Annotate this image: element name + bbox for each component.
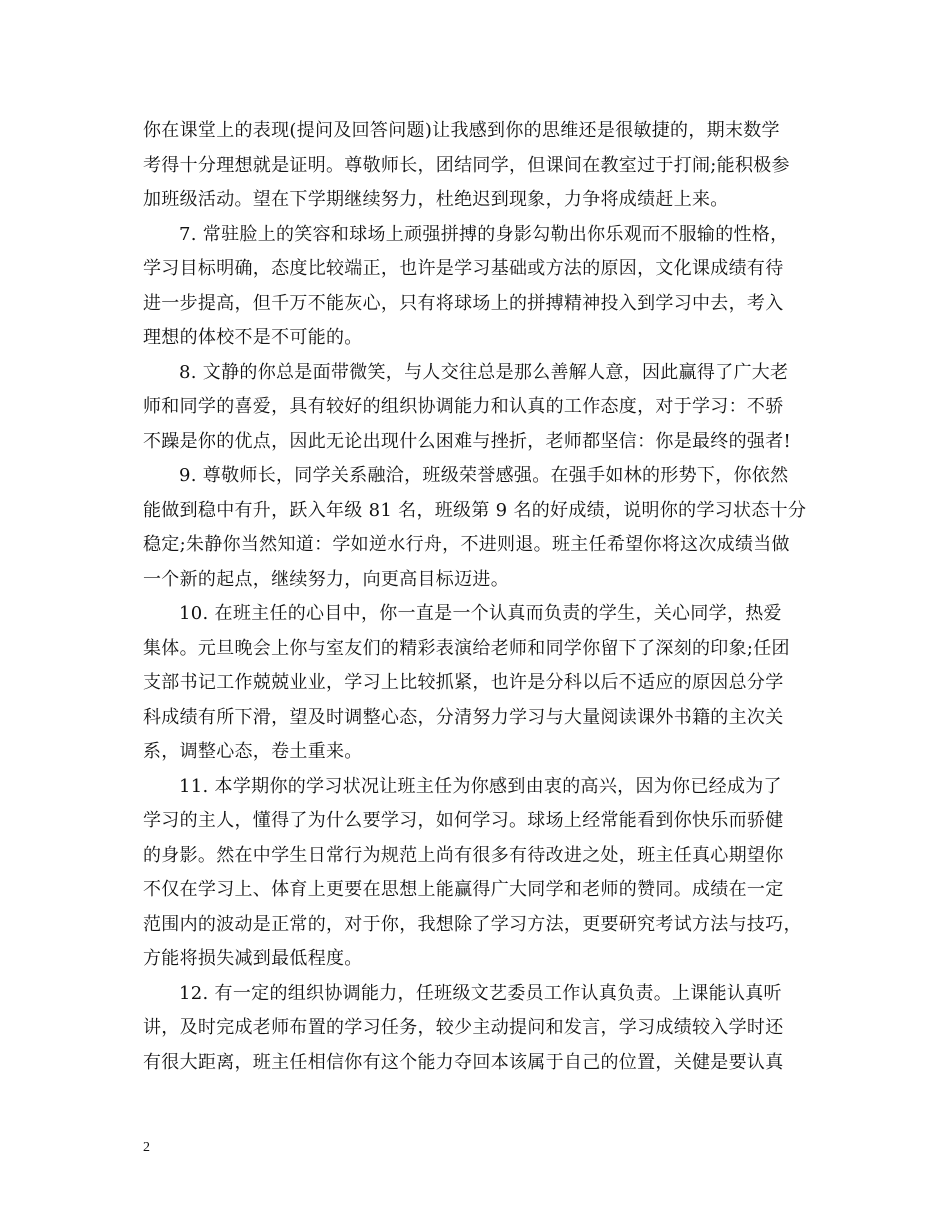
text-line: 考得十分理想就是证明。尊敬师长，团结同学，但课间在教室过于打闹;能积极参 (143, 154, 790, 176)
text-line: 不仅在学习上、体育上更要在思想上能赢得广大同学和老师的赞同。成绩在一定 (143, 879, 784, 900)
text-line: 10. 在班主任的心目中，你一直是一个认真而负责的学生，关心同学，热爱 (179, 603, 782, 624)
text-line: 系，调整心态，卷土重来。 (143, 741, 363, 762)
text-line: 讲，及时完成老师布置的学习任务，较少主动提问和发言，学习成绩较入学时还 (143, 1017, 784, 1038)
text-line: 范围内的波动是正常的，对于你，我想除了学习方法，更要研究考试方法与技巧， (143, 913, 802, 935)
paragraph-item-9 (143, 459, 823, 597)
text-line: 加班级活动。望在下学期继续努力，杜绝迟到现象，力争将成绩赶上来。 (143, 189, 729, 210)
text-line: 支部书记工作兢兢业业，学习上比较抓紧，也许是分科以后不适应的原因总分学 (143, 672, 784, 693)
text-line: 7. 常驻脸上的笑容和球场上顽强拼搏的身影勾勒出你乐观而不服输的性格， (179, 223, 789, 245)
text-line: 方能将损失减到最低程度。 (143, 948, 363, 969)
text-line: 稳定;朱静你当然知道：学如逆水行舟，不进则退。班主任希望你将这次成绩当做 (143, 534, 790, 555)
paragraph-item-11 (143, 770, 823, 977)
text-line: 学习的主人，懂得了为什么要学习，如何学习。球场上经常能看到你快乐而骄健 (143, 810, 784, 831)
text-line: 9. 尊敬师长，同学关系融洽，班级荣誉感强。在强手如林的形势下，你依然 (179, 465, 789, 486)
paragraph-item-8 (143, 356, 823, 460)
paragraph-item-7 (143, 218, 823, 356)
text-line: 有很大距离，班主任相信你有这个能力夺回本该属于自己的位置，关健是要认真 (143, 1051, 784, 1073)
text-line: 你在课堂上的表现(提问及回答问题)让我感到你的思维还是很敏捷的，期末数学 (143, 120, 780, 141)
document-body (143, 114, 823, 1080)
text-line: 科成绩有所下滑，望及时调整心态，分清努力学习与大量阅读课外书籍的主次关 (143, 706, 784, 728)
paragraph-item-10 (143, 597, 823, 770)
text-line: 一个新的起点，继续努力，向更高目标迈进。 (143, 568, 509, 590)
text-line: 12. 有一定的组织协调能力，任班级文艺委员工作认真负责。上课能认真听 (179, 982, 782, 1004)
text-line: 进一步提高，但千万不能灰心，只有将球场上的拼搏精神投入到学习中去，考入 (143, 292, 784, 314)
text-line: 不躁是你的优点，因此无论出现什么困难与挫折，老师都坚信：你是最终的强者! (143, 430, 792, 452)
text-line: 11. 本学期你的学习状况让班主任为你感到由衷的高兴，因为你已经成为了 (179, 775, 782, 797)
text-line: 理想的体校不是不可能的。 (143, 327, 363, 348)
text-line: 8. 文静的你总是面带微笑，与人交往总是那么善解人意，因此赢得了广大老 (179, 361, 789, 383)
paragraph-continuation (143, 114, 823, 218)
text-line: 集体。元旦晚会上你与室友们的精彩表演给老师和同学你留下了深刻的印象;任团 (143, 637, 790, 659)
text-line: 的身影。然在中学生日常行为规范上尚有很多有待改进之处，班主任真心期望你 (143, 844, 784, 866)
text-line: 能做到稳中有升，跃入年级 81 名，班级第 9 名的好成绩，说明你的学习状态十分 (143, 499, 807, 521)
paragraph-item-12 (143, 977, 823, 1081)
text-line: 学习目标明确，态度比较端正，也许是学习基础或方法的原因，文化课成绩有待 (143, 258, 784, 279)
page-number: 2 (143, 1140, 150, 1155)
text-line: 师和同学的喜爱，具有较好的组织协调能力和认真的工作态度，对于学习：不骄 (143, 396, 784, 417)
